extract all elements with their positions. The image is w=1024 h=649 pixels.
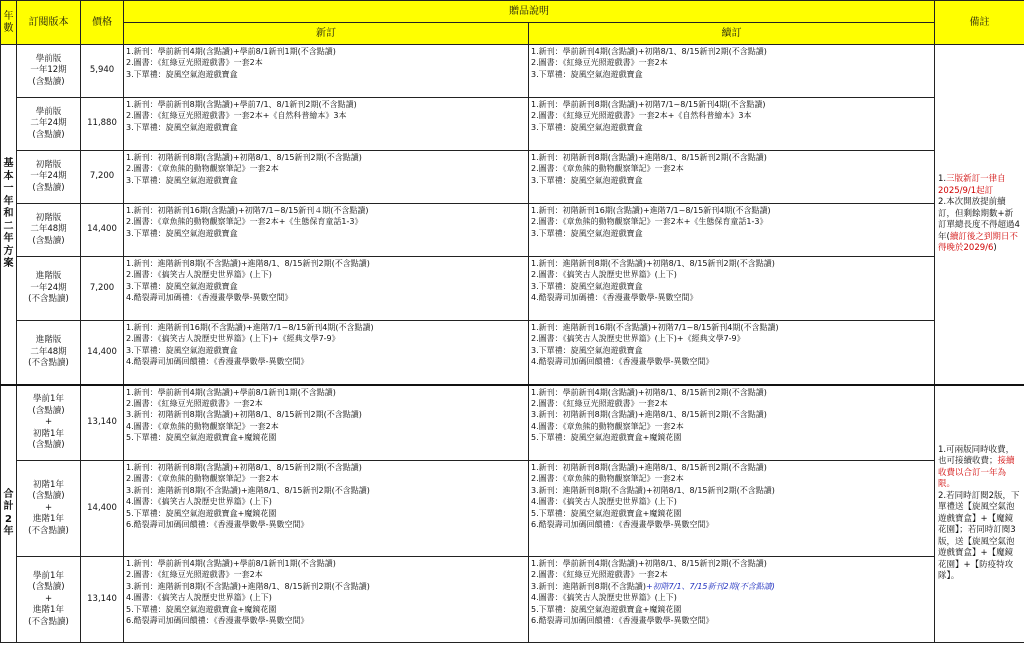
new-gift-line: 3.下單禮：旋風空氣泡遊戲寶盒 xyxy=(126,175,238,185)
new-gift-cell xyxy=(124,257,529,321)
edition-line: 二年48期 xyxy=(30,224,67,235)
new-gift-line: 5.下單禮：旋風空氣泡遊戲寶盒+魔鏡花園 xyxy=(126,604,277,614)
header-renew: 續訂 xyxy=(529,23,935,45)
note-red-text: 接續收費以合訂一年為限。 xyxy=(938,456,1015,490)
renew-gift-line: 2.圖書：《章魚熊的動物觀察筆記》一套2本+《生態保育童話1-3》 xyxy=(531,217,768,227)
renew-gift-cell xyxy=(529,385,935,461)
renew-gift-line: 2.圖書：《搞笑古人說歷史世界篇》(上下) xyxy=(531,270,677,280)
edition-line: + xyxy=(44,593,53,604)
renew-gift-line: 3.下單禮：旋風空氣泡遊戲寶盒 xyxy=(531,69,643,79)
renew-gift-line: 1.新刊：學前新刊4期(含點讀)+初階8/1、8/15新刊2期(不含點讀) xyxy=(531,47,767,56)
header-price: 價格 xyxy=(81,1,124,45)
edition-line: (含點讀) xyxy=(32,129,65,140)
price-cell: 7,200 xyxy=(81,257,124,321)
edition-line: 初階版 xyxy=(35,212,62,223)
section-label-char: 本 xyxy=(3,170,14,182)
renew-gift-line: 2.圖書：《紅綠豆光照遊戲書》一套2本 xyxy=(531,398,668,408)
renew-gift-cell xyxy=(529,557,935,643)
price-cell: 14,400 xyxy=(81,321,124,385)
new-gift-line: 3.下單禮：旋風空氣泡遊戲寶盒 xyxy=(126,69,238,79)
section-label-char: 年 xyxy=(3,195,14,207)
renew-gift-cell xyxy=(529,257,935,321)
new-gift-line: 3.下單禮：旋風空氣泡遊戲寶盒 xyxy=(126,345,238,355)
new-gift-cell xyxy=(124,45,529,98)
header-edition: 訂閱版本 xyxy=(17,1,81,45)
new-gift-line: 1.新刊：學前新刊4期(含點讀)+學前8/1新刊1期(不含點讀) xyxy=(126,387,336,397)
renew-gift-line: 3.下單禮：旋風空氣泡遊戲寶盒 xyxy=(531,345,643,355)
renew-gift-line: 3.下單禮：旋風空氣泡遊戲寶盒 xyxy=(531,281,643,291)
new-gift-line: 3.下單禮：旋風空氣泡遊戲寶盒 xyxy=(126,228,238,238)
renew-gift-line: 3.下單禮：旋風空氣泡遊戲寶盒 xyxy=(531,228,643,238)
new-gift-line: 3.新刊：進階新刊8期(不含點讀)+進階8/1、8/15新刊2期(不含點讀) xyxy=(126,581,370,591)
edition-cell xyxy=(17,321,81,385)
edition-cell xyxy=(17,257,81,321)
table-row xyxy=(1,385,1024,461)
new-gift-line: 2.圖書：《搞笑古人說歷史世界篇》(上下) xyxy=(126,270,272,280)
new-gift-line: 2.圖書：《紅綠豆光照遊戲書》一套2本 xyxy=(126,570,263,580)
new-gift-line: 1.新刊：初階新刊16期(含點讀)+初階7/1~8/15新刊４期(不含點讀) xyxy=(126,206,369,215)
section-label-char: 案 xyxy=(3,258,14,269)
new-gift-line: 6.酷裂壽司加碼回饋禮：《香漫畫學數學-異數空間》 xyxy=(126,519,309,529)
price-cell: 13,140 xyxy=(81,385,124,461)
renew-gift-line: 1.新刊：學前新刊4期(含點讀)+初階8/1、8/15新刊2期(不含點讀) xyxy=(531,387,767,397)
new-gift-line: 3.下單禮：旋風空氣泡遊戲寶盒 xyxy=(126,122,238,132)
renew-gift-line: 5.下單禮：旋風空氣泡遊戲寶盒+魔鏡花園 xyxy=(531,508,682,518)
new-gift-cell xyxy=(124,557,529,643)
note-red-text: 續訂後之到期日不得晚於2029/6 xyxy=(938,231,1018,253)
note-item xyxy=(938,197,1021,255)
edition-cell xyxy=(17,461,81,557)
note-red-text: 三版新訂一律自2025/9/1起訂 xyxy=(938,174,1006,196)
renew-gift-cell xyxy=(529,98,935,151)
notes-cell xyxy=(935,45,1024,385)
new-gift-cell xyxy=(124,461,529,557)
section-label xyxy=(1,385,17,643)
table-row xyxy=(1,98,1024,151)
new-gift-line: 1.新刊：進階新刊8期(不含點讀)+進階8/1、8/15新刊2期(不含點讀) xyxy=(126,259,370,268)
new-gift-cell xyxy=(124,385,529,461)
new-gift-line: 4.圖書：《章魚熊的動物觀察筆記》一套2本 xyxy=(126,421,279,431)
edition-cell xyxy=(17,204,81,257)
section-label-char: 年 xyxy=(3,233,14,244)
renew-gift-line: 5.下單禮：旋風空氣泡遊戲寶盒+魔鏡花園 xyxy=(531,604,682,614)
renew-gift-line: 6.酷裂壽司加碼回饋禮：《香漫畫學數學-異數空間》 xyxy=(531,519,714,529)
renew-gift-line: 3.新刊：初階新刊8期(含點讀)+進階8/1、8/15新刊2期(不含點讀) xyxy=(531,410,767,420)
renew-gift-line: 2.圖書：《紅綠豆光照遊戲書》一套2本+《自然科普繪本》3本 xyxy=(531,111,752,121)
new-gift-line: 3.新刊：初階新刊8期(含點讀)+初階8/1、8/15新刊2期(不含點讀) xyxy=(126,410,362,420)
note-item xyxy=(938,491,1021,583)
section-label-char: 基 xyxy=(3,158,14,169)
renew-gift-line: 2.圖書：《章魚熊的動物觀察筆記》一套2本 xyxy=(531,164,684,174)
edition-line: 學前版 xyxy=(35,106,62,117)
new-gift-cell xyxy=(124,98,529,151)
new-gift-line: 1.新刊：初階新刊8期(含點讀)+初階8/1、8/15新刊2期(不含點讀) xyxy=(126,153,362,162)
price-cell: 13,140 xyxy=(81,557,124,643)
edition-line: 學前版 xyxy=(35,53,62,64)
section-label-char: 合 xyxy=(3,488,14,500)
table-row xyxy=(1,461,1024,557)
note-text: ) xyxy=(993,243,997,253)
edition-line: 初階版 xyxy=(35,159,62,170)
renew-gift-line: 5.下單禮：旋風空氣泡遊戲寶盒+魔鏡花園 xyxy=(531,433,682,443)
edition-cell xyxy=(17,98,81,151)
edition-line: 一年24期 xyxy=(30,171,67,182)
new-gift-line: 5.下單禮：旋風空氣泡遊戲寶盒+魔鏡花園 xyxy=(126,508,277,518)
renew-gift-line: 2.圖書：《搞笑古人說歷史世界篇》(上下)+《經典文學7-9》 xyxy=(531,334,745,344)
highlight-text: +初階7/1、7/15新刊2期(不含點讀) xyxy=(645,581,775,591)
section-label-char: 計 xyxy=(3,501,14,513)
renew-gift-line: 3.新刊：進階新刊8期(不含點讀)+初階8/1、8/15新刊2期(不含點讀) xyxy=(531,485,775,495)
edition-cell xyxy=(17,151,81,204)
edition-cell xyxy=(17,557,81,643)
edition-cell xyxy=(17,385,81,461)
new-gift-line: 2.圖書：《紅綠豆光照遊戲書》一套2本+《自然科普繪本》3本 xyxy=(126,111,347,121)
edition-line: (不含點讀) xyxy=(28,525,69,536)
renew-gift-line: 1.新刊：初階新刊8期(含點讀)+進階8/1、8/15新刊2期(不含點讀) xyxy=(531,153,767,162)
new-gift-cell xyxy=(124,321,529,385)
note-text: 2.若同時訂閱2版，下單禮送【旋風空氣泡遊戲寶盒】+【魔鏡花園】；若同時訂閱3版，送【旋風空氣泡遊戲寶盒】+【魔鏡花園】+【防疫特攻隊】。 xyxy=(938,490,1020,582)
header-gift: 贈品說明 xyxy=(124,1,935,23)
new-gift-line: 5.下單禮：旋風空氣泡遊戲寶盒+魔鏡花園 xyxy=(126,433,277,443)
edition-cell xyxy=(17,45,81,98)
renew-gift-line: 2.圖書：《章魚熊的動物觀察筆記》一套2本 xyxy=(531,474,684,484)
renew-gift-line: 1.新刊：學前新刊4期(含點讀)+初階8/1、8/15新刊2期(不含點讀) xyxy=(531,559,767,568)
edition-line: 學前1年 xyxy=(33,570,64,581)
new-gift-line: 2.圖書：《紅綠豆光照遊戲書》一套2本 xyxy=(126,58,263,68)
edition-line: (不含點讀) xyxy=(28,616,69,627)
price-cell: 11,880 xyxy=(81,98,124,151)
edition-line: (含點讀) xyxy=(32,405,65,416)
new-gift-line: 1.新刊：初階新刊8期(含點讀)+初階8/1、8/15新刊2期(不含點讀) xyxy=(126,463,362,472)
renew-gift-line: 2.圖書：《紅綠豆光照遊戲書》一套2本 xyxy=(531,570,668,580)
renew-gift-line: 2.圖書：《紅綠豆光照遊戲書》一套2本 xyxy=(531,58,668,68)
renew-gift-line: 3.新刊：進階新刊8期(不含點讀)+初階7/1、7/15新刊2期(不含點讀) xyxy=(531,581,775,591)
edition-line: 學前1年 xyxy=(33,394,64,404)
new-gift-line: 3.下單禮：旋風空氣泡遊戲寶盒 xyxy=(126,281,238,291)
renew-gift-line: 4.圖書：《搞笑古人說歷史世界篇》(上下) xyxy=(531,497,677,507)
edition-line: 初階1年 xyxy=(33,479,64,490)
edition-line: 二年24期 xyxy=(30,118,67,129)
edition-line: 進階1年 xyxy=(33,605,64,616)
renew-gift-line: 4.圖書：《搞笑古人說歷史世界篇》(上下) xyxy=(531,593,677,603)
price-cell: 5,940 xyxy=(81,45,124,98)
new-gift-line: 3.新刊：進階新刊8期(不含點讀)+進階8/1、8/15新刊2期(不含點讀) xyxy=(126,485,370,495)
price-cell: 7,200 xyxy=(81,151,124,204)
new-gift-cell xyxy=(124,151,529,204)
edition-line: 二年48期 xyxy=(30,346,67,357)
new-gift-line: 4.酷裂壽司加碼禮：《香漫畫學數學-異數空間》 xyxy=(126,293,293,303)
edition-line: + xyxy=(44,502,53,513)
edition-line: 一年24期 xyxy=(30,282,67,293)
header-notes: 備註 xyxy=(935,1,1024,45)
edition-line: (含點讀) xyxy=(32,491,65,502)
note-item xyxy=(938,445,1021,491)
edition-line: 進階版 xyxy=(35,335,62,345)
edition-line: (含點讀) xyxy=(32,182,65,193)
section-label-char: 方 xyxy=(3,245,14,257)
edition-line: 進階1年 xyxy=(33,514,64,525)
new-gift-line: 2.圖書：《章魚熊的動物觀察筆記》一套2本 xyxy=(126,164,279,174)
renew-gift-cell xyxy=(529,321,935,385)
table-row xyxy=(1,204,1024,257)
renew-gift-line: 3.下單禮：旋風空氣泡遊戲寶盒 xyxy=(531,122,643,132)
note-text: 1.可兩版同時收費，也可接續收費； xyxy=(938,444,1015,467)
new-gift-line: 4.酷裂壽司加碼回饋禮：《香漫畫學數學-異數空間》 xyxy=(126,357,309,367)
new-gift-line: 4.圖書：《搞笑古人說歷史世界篇》(上下) xyxy=(126,497,272,507)
new-gift-line: 1.新刊：學前新刊4期(含點讀)+學前8/1新刊1期(不含點讀) xyxy=(126,559,336,568)
renew-gift-line: 1.新刊：學前新刊8期(含點讀)+初階7/1~8/15新刊4期(不含點讀) xyxy=(531,100,766,109)
new-gift-line: 1.新刊：學前新刊4期(含點讀)+學前8/1新刊1期(不含點讀) xyxy=(126,47,336,56)
note-text: 1. xyxy=(938,174,947,184)
new-gift-cell xyxy=(124,204,529,257)
new-gift-line: 2.圖書：《章魚熊的動物觀察筆記》一套2本+《生態保育童話1-3》 xyxy=(126,217,363,227)
note-item xyxy=(938,174,1021,197)
edition-line: (含點讀) xyxy=(32,440,65,450)
table-row xyxy=(1,45,1024,98)
section-label-char: 年 xyxy=(3,526,14,538)
new-gift-line: 2.圖書：《搞笑古人說歷史世界篇》(上下)+《經典文學7-9》 xyxy=(126,334,340,344)
table-row xyxy=(1,321,1024,385)
notes-cell xyxy=(935,385,1024,643)
table-row xyxy=(1,151,1024,204)
table-row xyxy=(1,557,1024,643)
section-label-char: 二 xyxy=(3,220,14,232)
edition-line: 進階版 xyxy=(35,271,62,282)
renew-gift-line: 1.新刊：進階新刊16期(不含點讀)+初階7/1~8/15新刊4期(不含點讀) xyxy=(531,323,779,332)
table-row xyxy=(1,257,1024,321)
edition-line: (含點讀) xyxy=(32,76,65,87)
edition-line: 一年12期 xyxy=(30,65,67,76)
edition-line: + xyxy=(44,417,53,427)
renew-gift-cell xyxy=(529,151,935,204)
section-label-char: 和 xyxy=(3,208,14,219)
renew-gift-line: 4.酷裂壽司加碼禮：《香漫畫學數學-異數空間》 xyxy=(531,293,698,303)
new-gift-line: 1.新刊：學前新刊8期(含點讀)+學前7/1、8/1新刊2期(不含點讀) xyxy=(126,100,357,109)
edition-line: (不含點讀) xyxy=(28,358,69,368)
edition-line: 初階1年 xyxy=(33,428,64,439)
renew-gift-line: 1.新刊：初階新刊8期(含點讀)+進階8/1、8/15新刊2期(不含點讀) xyxy=(531,463,767,472)
renew-gift-line: 4.圖書：《章魚熊的動物觀察筆記》一套2本 xyxy=(531,421,684,431)
new-gift-line: 2.圖書：《紅綠豆光照遊戲書》一套2本 xyxy=(126,398,263,408)
renew-gift-line: 1.新刊：初階新刊16期(含點讀)+進階7/1~8/15新刊4期(不含點讀) xyxy=(531,206,771,215)
renew-gift-cell xyxy=(529,45,935,98)
renew-gift-cell xyxy=(529,204,935,257)
edition-line: (含點讀) xyxy=(32,582,65,593)
new-gift-line: 2.圖書：《章魚熊的動物觀察筆記》一套2本 xyxy=(126,474,279,484)
header-year: 年數 xyxy=(1,1,17,45)
renew-gift-line: 6.酷裂壽司加碼回饋禮：《香漫畫學數學-異數空間》 xyxy=(531,615,714,625)
section-label-char: 一 xyxy=(3,183,14,194)
renew-gift-line: 1.新刊：進階新刊8期(不含點讀)+初階8/1、8/15新刊2期(不含點讀) xyxy=(531,259,775,268)
section-label-char: 2 xyxy=(5,513,12,525)
renew-gift-line: 3.下單禮：旋風空氣泡遊戲寶盒 xyxy=(531,175,643,185)
new-gift-line: 1.新刊：進階新刊16期(不含點讀)+進階7/1~8/15新刊4期(不含點讀) xyxy=(126,323,374,332)
price-cell: 14,400 xyxy=(81,204,124,257)
new-gift-line: 4.圖書：《搞笑古人說歷史世界篇》(上下) xyxy=(126,593,272,603)
renew-gift-cell xyxy=(529,461,935,557)
section-label xyxy=(1,45,17,385)
new-gift-line: 6.酷裂壽司加碼回饋禮：《香漫畫學數學-異數空間》 xyxy=(126,615,309,625)
note-text: 2.本次開放提前續訂，但剩餘期數+新訂單總長度不得超過4年( xyxy=(938,197,1020,242)
price-cell: 14,400 xyxy=(81,461,124,557)
renew-gift-line: 4.酷裂壽司加碼回饋禮：《香漫畫學數學-異數空間》 xyxy=(531,357,714,367)
header-new: 新訂 xyxy=(124,23,529,45)
edition-line: (不含點讀) xyxy=(28,294,69,305)
edition-line: (含點讀) xyxy=(32,235,65,246)
